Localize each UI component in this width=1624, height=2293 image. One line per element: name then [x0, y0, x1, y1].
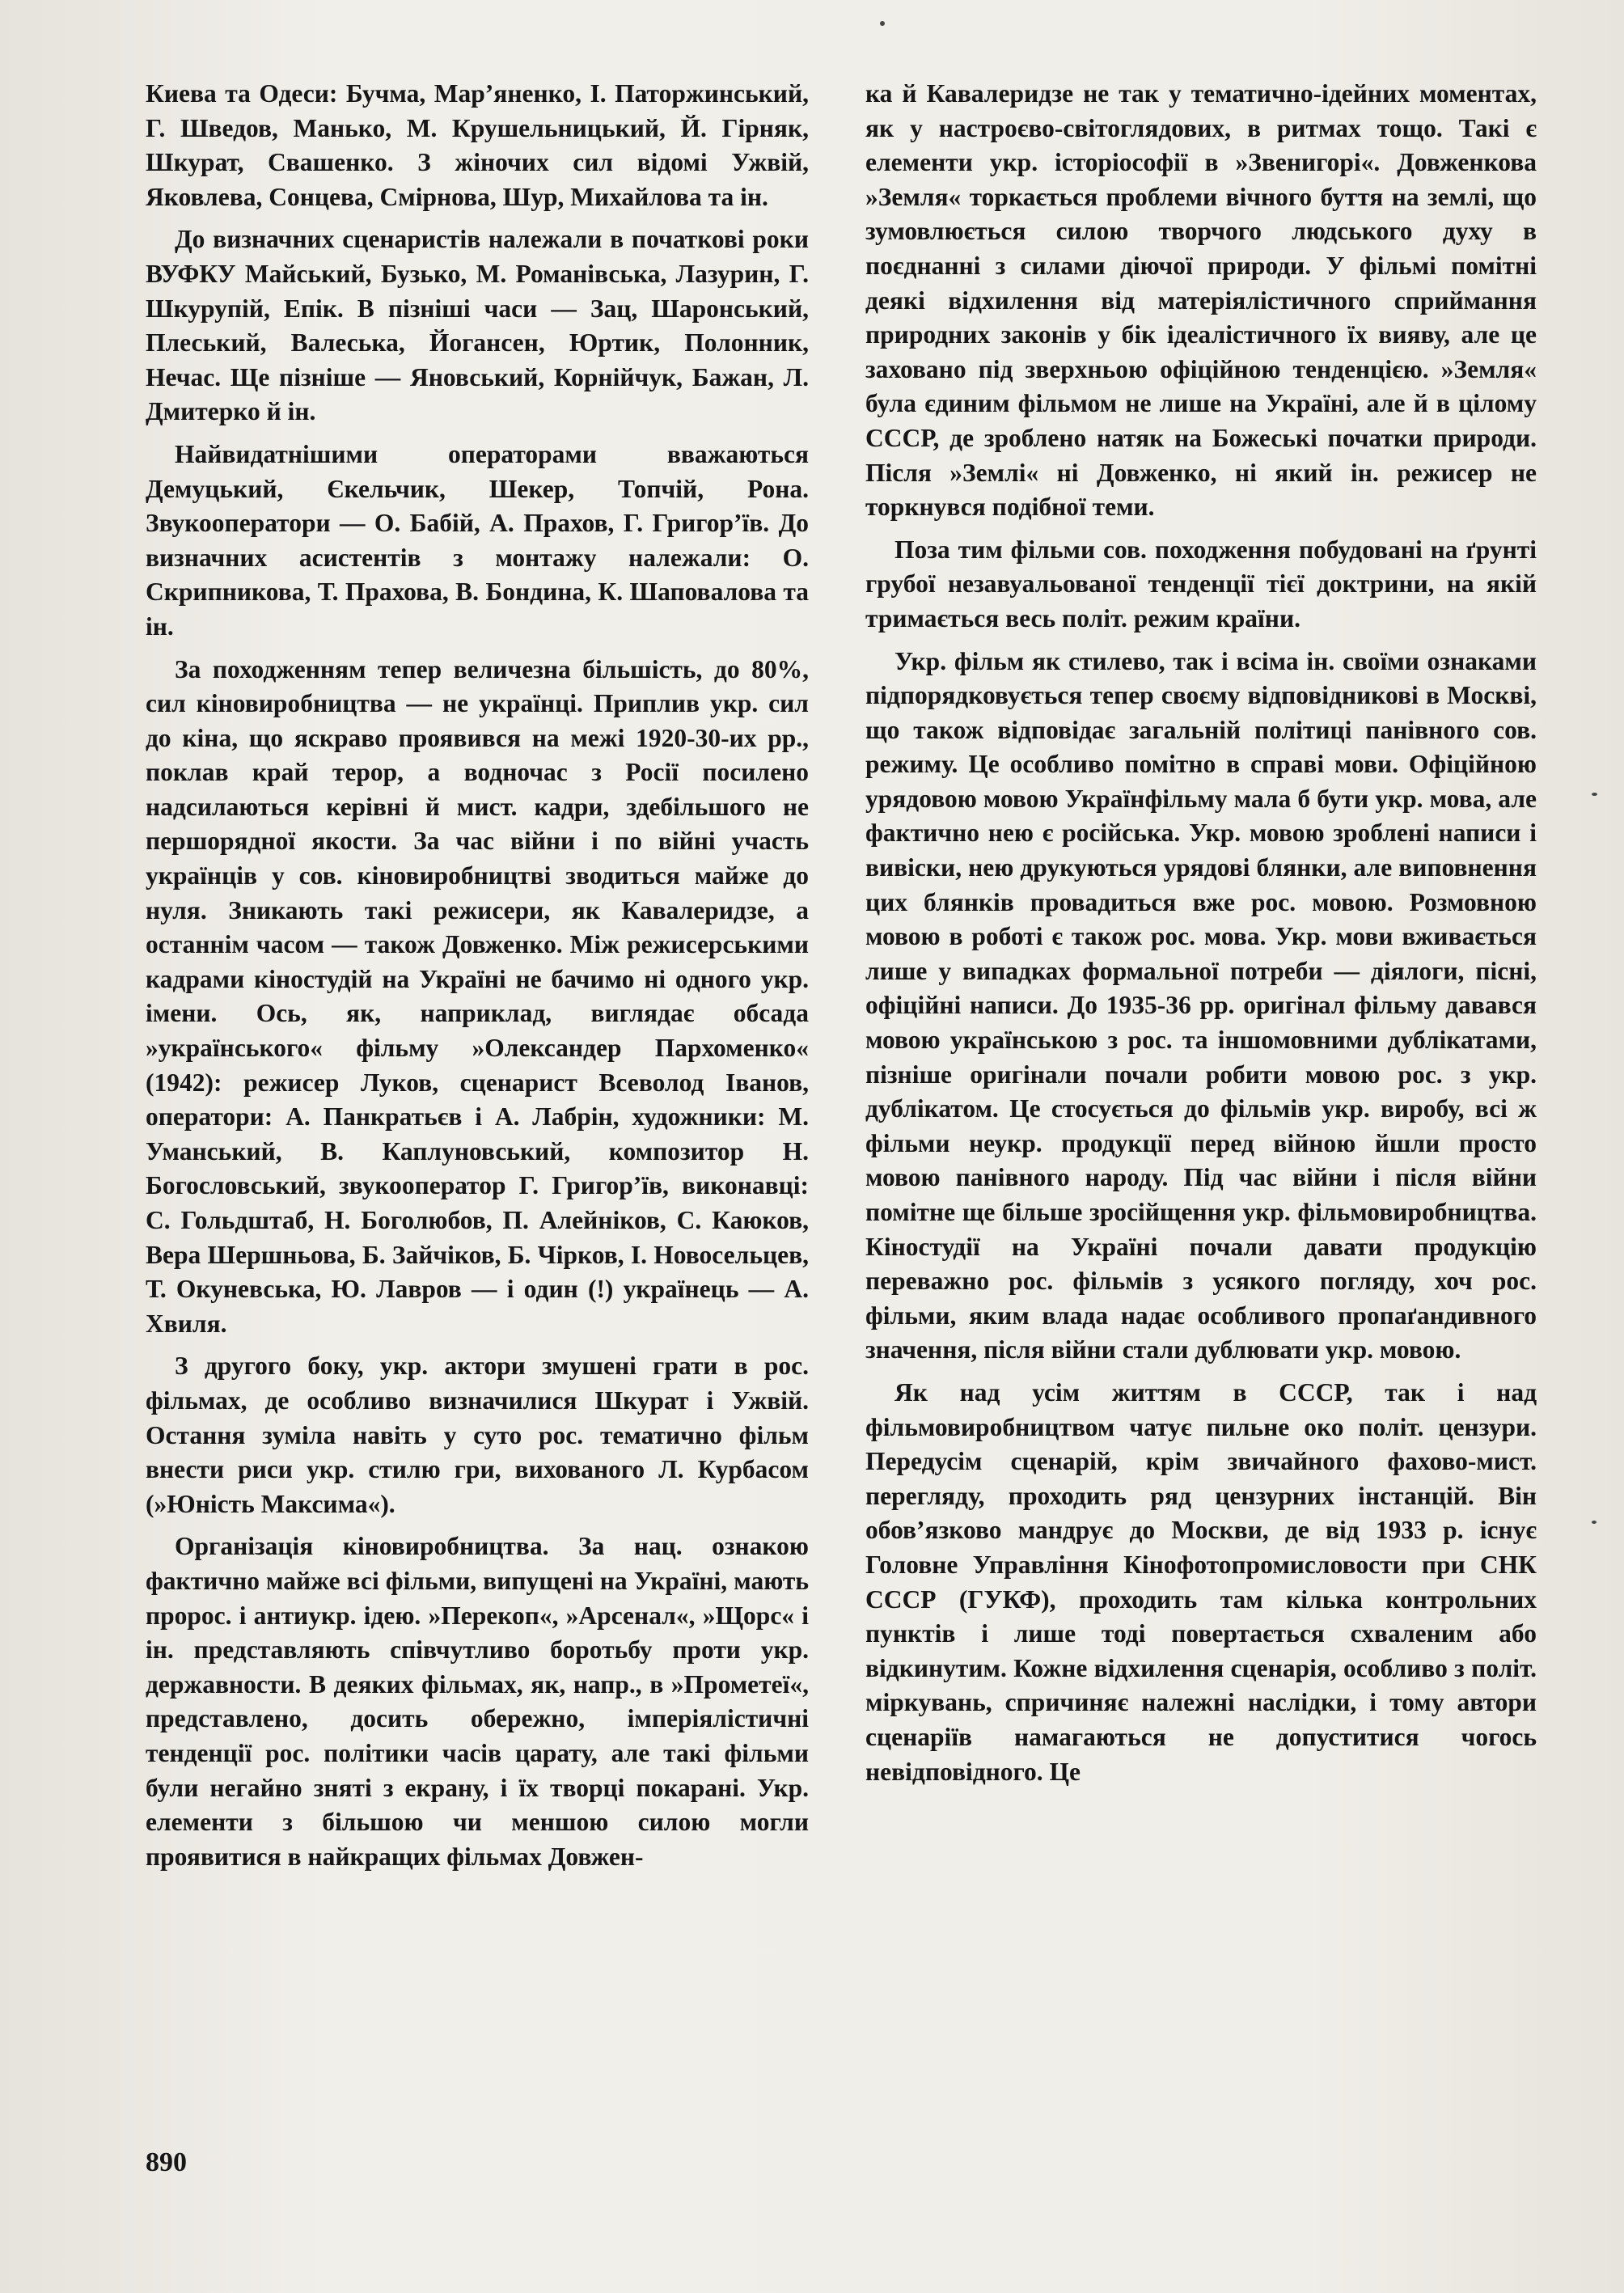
paragraph: ка й Кавалеридзе не так у тематично-ідейних моментах, як у настроєво-світоглядових, в ритмах тощо. Такі є елементи укр. історіософії в »Звенигорі«. Довженкова »Земля« торкається проблеми вічного буття на землі, що зумовлюється силою творчого людського духу в поєднанні з силами діючої природи. У фільмі помітні деякі відхилення від матеріялістичного сприймання природних законів у бік ідеалістичного їх вияву, але це заховано під зверхньою офіційною тенденцією. »Земля« була єдиним фільмом не лише на Україні, але й в цілому СССР, де зроблено натяк на Божеські початки природи. Після »Землі« ні Довженко, ні який ін. режисер не торкнувся подібної теми. — [865, 79, 1537, 522]
paragraph: До визначних сценаристів належали в початкові роки ВУФКУ Майський, Бузько, М. Романівська, Лазурин, Г. Шкурупій, Епік. В пізніші часи — Зац, Шаронський, Плеський, Валеська, Йогансен, Юртик, Полонник, Нечас. Ще пізніше — Яновський, Корнійчук, Бажан, Л. Дмитерко й ін. — [146, 225, 809, 426]
paragraph: Киева та Одеси: Бучма, Мар’яненко, І. Паторжинський, Г. Шведов, Манько, М. Крушельницький, Й. Гірняк, Шкурат, Свашенко. З жіночих сил відомі Ужвій, Яковлева, Сонцева, Смірнова, Шур, Михайлова та ін. — [146, 79, 809, 211]
print-speck — [1592, 1521, 1597, 1524]
paragraph: Найвидатнішими операторами вважаються Демуцький, Єкельчик, Шекер, Топчій, Рона. Звукооператори — О. Бабій, А. Прахов, Г. Григор’їв. До визначних асистентів з монтажу належали: О. Скрипникова, Т. Прахова, В. Бондина, К. Шаповалова та ін. — [146, 439, 809, 641]
page-number: 890 — [146, 2147, 187, 2177]
print-speck — [880, 21, 885, 26]
paragraph — [146, 1529, 809, 1874]
paragraph-text: За нац. ознакою фактично майже всі фільми, випущені на Україні, мають пророс. і антиукр. ідею. »Перекоп«, »Арсенал«, »Щорс« і ін. представляють співчутливо боротьбу проти укр. державности. В деяких фільмах, як, напр., в »Прометеї«, представлено, досить обережно, імперіялістичні тенденції рос. політики часів царату, але такі фільми були негайно зняті з екрану, і їх творці покарані. Укр. елементи з більшою чи меншою силою могли проявитися в найкращих фільмах Довжен- — [146, 1532, 809, 1871]
print-speck — [1592, 793, 1597, 796]
paragraph: З другого боку, укр. актори змушені грати в рос. фільмах, де особливо визначилися Шкурат і Ужвій. Остання зуміла навіть у суто рос. тематично фільм внести риси укр. стилю гри, вихованого Л. Курбасом (»Юність Максима«). — [146, 1352, 809, 1518]
left-column — [146, 77, 809, 1874]
right-column — [865, 77, 1537, 1789]
paragraph: Як над усім життям в СССР, так і над фільмовиробництвом чатує пильне око політ. цензури. Передусім сценарій, крім звичайного фахово-мист. перегляду, проходить ряд цензурних інстанцій. Він обов’язково мандрує до Москви, де від 1933 р. існує Головне Управління Кінофотопромисловости при СНК СССР (ГУКФ), проходить там кілька контрольних пунктів і лише тоді повертається схваленим або відкинутим. Кожне відхилення сценарія, особливо з політ. міркувань, спричиняє належні наслідки, і тому автори сценаріїв намагаються не допуститися чогось невідповідного. Це — [865, 1377, 1537, 1786]
section-heading: Організація кіновиробництва. — [175, 1532, 549, 1561]
paragraph: Укр. фільм як стилево, так і всіма ін. своїми ознаками підпорядковується тепер своєму відповідникові в Москві, що також відповідає загальній політиці панівного сов. режиму. Це особливо помітно в справі мови. Офіційною урядовою мовою Українфільму мала б бути укр. мова, але фактично нею є російська. Укр. мовою зроблені написи і вивіски, нею друкуються урядові блянки, але виповнення цих блянків провадиться вже рос. мовою. Розмовною мовою в роботі є також рос. мова. Укр. мови вживається лише у випадках формальної потреби — діялоги, пісні, офіційні написи. До 1935-36 рр. оригінал фільму давався мовою українською з рос. та іншомовними дублікатами, пізніше оригінали почали робити мовою рос. з укр. дублікатом. Це стосується до фільмів укр. виробу, всі ж фільми неукр. продукції перед війною йшли просто мовою панівного народу. Під час війни і після війни помітне ще більше зросійщення укр. фільмовиробництва. Кіностудії на Україні почали давати продукцію переважно рос. фільмів з усякого погляду, хоч рос. фільми, яким влада надає особливого пропаґандивного значення, після війни стали дублювати укр. мовою. — [865, 646, 1537, 1364]
paragraph: За походженням тепер величезна більшість, до 80%, сил кіновиробництва — не українці. Приплив укр. сил до кіна, що яскраво проявився на межі 1920-30-их рр., поклав край терор, а водночас з Росії посилено надсилаються керівні й мист. кадри, здебільшого не першорядної якости. За час війни і по війні участь українців у сов. кіновиробництві зводиться майже до нуля. Зникають такі режисери, як Кавалеридзе, а останнім часом — також Довженко. Між режисерськими кадрами кіностудій на Україні не бачимо ні одного укр. імени. Ось, як, наприклад, виглядає обсада »українського« фільму »Олександер Пархоменко« (1942): режисер Луков, сценарист Всеволод Іванов, оператори: А. Панкратьєв і А. Лабрін, художники: М. Уманський, В. Каплуновський, композитор Н. Богословський, звукооператор Г. Григор’їв, виконавці: С. Гольдштаб, Н. Боголюбов, П. Алейніков, С. Каюков, Вера Шершньова, Б. Зайчіков, Б. Чірков, І. Новосельцев, Т. Окуневська, Ю. Лавров — і один (!) українець — А. Хвиля. — [146, 654, 809, 1338]
paragraph: Поза тим фільми сов. походження побудовані на ґрунті грубої незавуальованої тенденції тієї доктрини, на якій тримається весь політ. режим країни. — [865, 535, 1537, 632]
